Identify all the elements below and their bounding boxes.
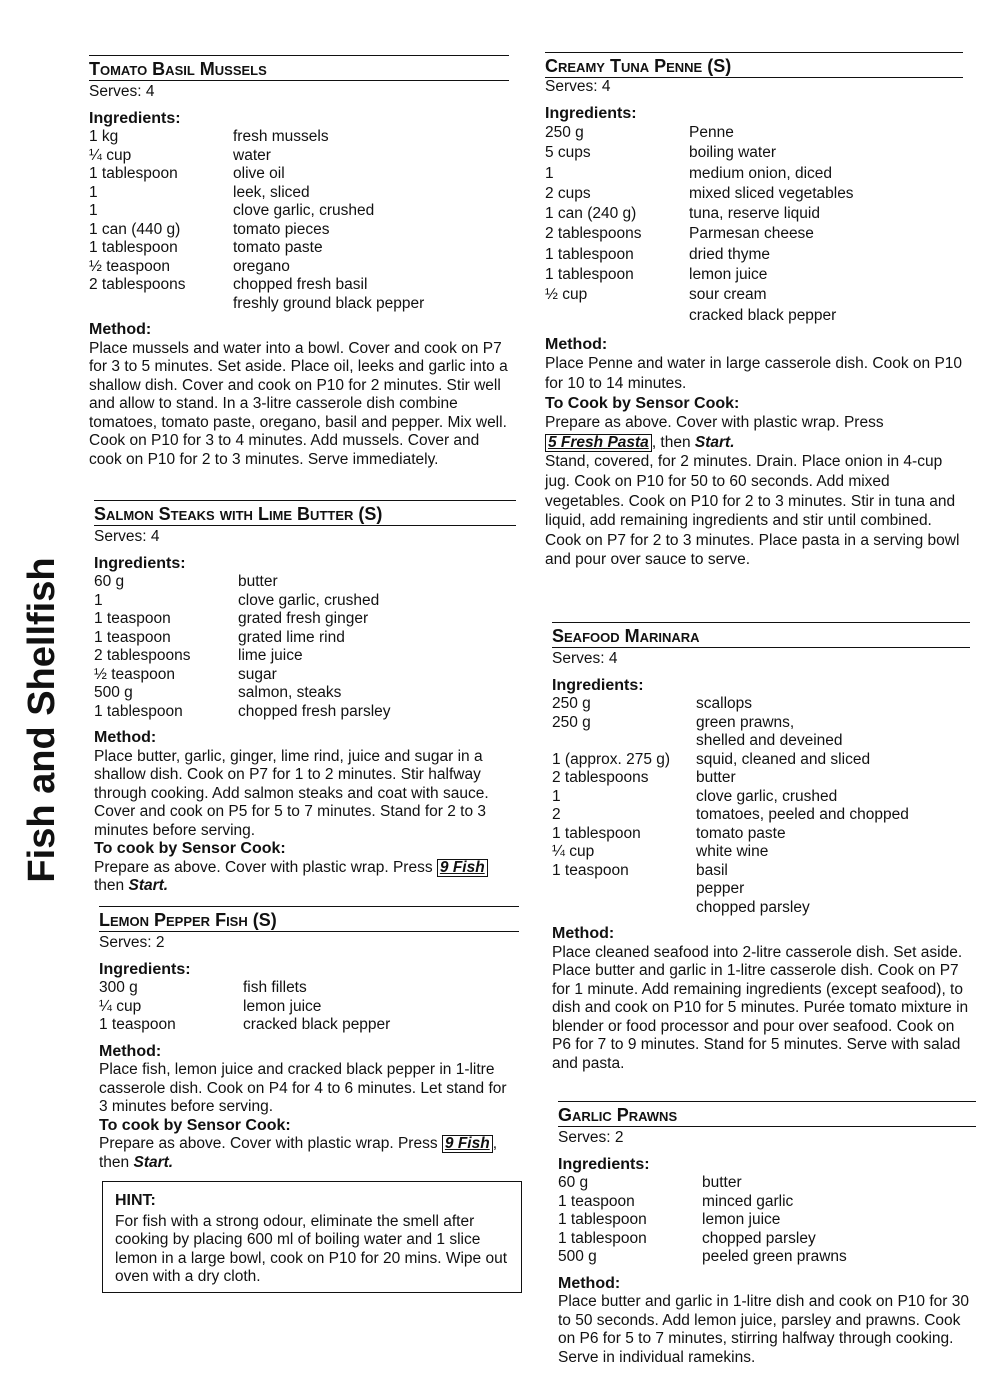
ingredient-row [558, 1248, 976, 1267]
method-text: Place Penne and water in large casserole dish. Cook on P10 for 10 to 14 minutes. [545, 355, 963, 393]
ingredient-row [545, 164, 963, 184]
ingredient-name: boiling water [689, 144, 777, 162]
ingredient-row [552, 714, 970, 733]
recipe-title: Lemon Pepper Fish (S) [99, 906, 519, 932]
ingredient-row [558, 1193, 976, 1212]
ingredient-row [545, 285, 963, 305]
ingredient-qty: 1 teaspoon [99, 1016, 176, 1033]
ingredient-qty: 250 g [545, 124, 584, 141]
method-text: Place mussels and water into a bowl. Cover and cook on P7 for 3 to 5 minutes. Set aside. Place oil, leeks and garlic into a shallow dish. Cover and cook on P10 for 2 minutes. Stir well and allow to stand. In a 3-litre casserole dish combine tomatoes, tomato paste, oregano, basil and pepper. Mix well. Cook on P10 for 3 to 4 minutes. Add mussels. Cover and cook on P10 for 2 to 3 minutes. Serve immediately. [89, 339, 508, 468]
ingredient-name: mixed sliced vegetables [689, 184, 854, 202]
recipe-seafood-marinara [552, 622, 970, 1073]
ingredient-qty: ½ teaspoon [94, 665, 176, 683]
ingredient-name: leek, sliced [233, 183, 310, 201]
ingredients-label: Ingredients: [99, 960, 191, 978]
method-label: Method: [558, 1274, 621, 1292]
ingredient-name: sour cream [689, 286, 767, 304]
ingredient-row [552, 732, 970, 751]
sensor-instructions [99, 1135, 519, 1172]
serves: Serves: 2 [558, 1129, 624, 1146]
ingredient-name: medium onion, diced [689, 164, 833, 182]
ingredients-list [99, 979, 519, 1035]
ingredient-row [558, 1230, 976, 1249]
sensor-cook-label: To cook by Sensor Cook: [99, 1116, 291, 1134]
method-label: Method: [99, 1042, 162, 1060]
ingredients-label: Ingredients: [545, 104, 637, 122]
ingredient-qty: 1 kg [89, 128, 119, 145]
ingredient-name: basil [696, 861, 728, 879]
ingredients-label: Ingredients: [89, 109, 181, 127]
sensor-then: , then [651, 433, 691, 451]
ingredient-row [545, 306, 963, 326]
ingredient-qty: 1 tablespoon [94, 702, 183, 720]
ingredient-row [94, 573, 516, 592]
ingredient-name: water [233, 146, 271, 164]
ingredient-name: scallops [696, 695, 752, 712]
ingredient-qty: 500 g [558, 1248, 597, 1265]
ingredient-row [89, 184, 509, 203]
ingredients-list [94, 573, 516, 721]
ingredient-row [545, 204, 963, 224]
ingredient-row [552, 825, 970, 844]
ingredient-row [94, 684, 516, 703]
ingredient-row [94, 592, 516, 611]
ingredient-row [545, 184, 963, 204]
ingredients-list [558, 1174, 976, 1267]
ingredient-name: squid, cleaned and sliced [696, 750, 871, 768]
ingredient-qty [545, 306, 689, 326]
ingredient-qty: 2 tablespoons [94, 647, 191, 664]
ingredient-qty: 1 [94, 591, 103, 609]
ingredient-qty: 1 tablespoon [89, 165, 178, 182]
ingredient-row [545, 123, 963, 143]
ingredient-qty: 1 (approx. 275 g) [552, 750, 671, 768]
ingredients-list [89, 128, 509, 313]
ingredient-row [89, 258, 509, 277]
ingredient-row [99, 979, 519, 998]
sensor-instructions [94, 859, 516, 896]
ingredient-qty: ¼ cup [89, 146, 132, 164]
ingredient-qty: 2 [552, 806, 561, 823]
sensor-prefix: Prepare as above. Cover with plastic wrap. Press [545, 414, 884, 432]
ingredients-label: Ingredients: [558, 1155, 650, 1173]
ingredient-name: fish fillets [243, 979, 307, 996]
ingredient-row [99, 998, 519, 1017]
start-key: Start. [133, 1153, 174, 1171]
method-text-continued: Stand, covered, for 2 minutes. Drain. Place onion in 4-cup jug. Cook on P10 for 50 to 60 seconds. Add mixed vegetables. Cook on P10 for 2 to 3 minutes. Stir in tuna and liquid, add remaining ingredients and stir until combined. Cook on P7 for 2 to 3 minutes. Place pasta in a serving bowl and pour over sauce to serve. [545, 453, 960, 569]
ingredient-name: butter [238, 573, 278, 590]
ingredient-name: lemon juice [689, 266, 768, 284]
sensor-cook-label: To cook by Sensor Cook: [94, 840, 286, 857]
sensor-cook-label: To Cook by Sensor Cook: [545, 394, 740, 412]
ingredient-row [89, 128, 509, 147]
ingredient-name: butter [696, 769, 736, 786]
method-text: Place butter, garlic, ginger, lime rind, juice and sugar in a shallow dish. Cook on P7 for 1 to 2 minutes. Stir halfway through cooking. Add salmon steaks and coat with sauce. Cover and cook on P5 for 5 to 7 minutes. Stand for 2 to 3 minutes before serving. [94, 747, 489, 839]
ingredient-row [89, 202, 509, 221]
ingredient-qty: 1 tablespoon [545, 245, 634, 263]
serves: Serves: 4 [552, 650, 618, 667]
sensor-prefix: Prepare as above. Cover with plastic wrap. Press [94, 858, 433, 876]
sensor-then: , then [99, 1135, 497, 1171]
ingredient-name: tomato paste [696, 824, 786, 842]
ingredient-name: chopped fresh parsley [238, 702, 391, 720]
ingredient-qty: 250 g [552, 695, 591, 712]
ingredient-row [558, 1211, 976, 1230]
ingredient-name: minced garlic [702, 1192, 794, 1210]
ingredient-qty: 60 g [94, 573, 125, 590]
ingredient-name: lemon juice [702, 1211, 781, 1228]
ingredient-row [94, 629, 516, 648]
hint-text: For fish with a strong odour, eliminate the smell after cooking by placing 600 ml of boiling water and 1 slice lemon in a large bowl, cook on P10 for 20 mins. Wipe out oven with a dry cloth. [115, 1212, 508, 1285]
ingredient-row [89, 276, 509, 295]
ingredient-qty: 1 tablespoon [558, 1211, 647, 1228]
ingredient-name: green prawns, [696, 713, 795, 731]
ingredient-name: fresh mussels [233, 128, 329, 145]
recipe-creamy-tuna-penne [545, 52, 963, 570]
start-key: Start. [128, 877, 169, 894]
ingredient-name: tomato pieces [233, 220, 330, 238]
ingredient-qty: ½ teaspoon [89, 257, 171, 275]
ingredient-row [94, 666, 516, 685]
fresh-pasta-key: 5 Fresh Pasta [545, 434, 652, 452]
ingredient-name: chopped fresh basil [233, 276, 368, 293]
ingredient-qty: 300 g [99, 979, 138, 996]
ingredient-row [552, 751, 970, 770]
method-text: Place butter and garlic in 1-litre dish and cook on P10 for 30 to 50 seconds. Add lemon juice, parsley and prawns. Cook on P6 for 5 to 7 minutes, stirring halfway through cooking. Serve in individual ramekins. [558, 1293, 969, 1366]
ingredient-qty: 2 tablespoons [89, 276, 186, 293]
ingredients-label: Ingredients: [552, 676, 644, 694]
ingredient-row [545, 245, 963, 265]
ingredient-name: tomatoes, peeled and chopped [696, 806, 909, 823]
ingredient-name: grated lime rind [238, 628, 345, 646]
ingredient-name: tomato paste [233, 239, 323, 256]
ingredient-qty: 1 teaspoon [94, 628, 171, 646]
ingredient-name: dried thyme [689, 245, 770, 263]
ingredient-row [89, 165, 509, 184]
ingredient-qty: 1 [545, 164, 554, 182]
ingredient-row [89, 239, 509, 258]
section-title: Fish and Shellfish [21, 557, 63, 883]
fish-key: 9 Fish [437, 859, 488, 877]
ingredient-row [552, 695, 970, 714]
recipe-lemon-pepper-fish [99, 906, 519, 1172]
ingredient-row [89, 295, 509, 314]
recipe-garlic-prawns [558, 1101, 976, 1367]
ingredient-name: tuna, reserve liquid [689, 205, 820, 223]
ingredient-qty: 1 tablespoon [545, 266, 634, 284]
ingredient-qty: 1 teaspoon [558, 1192, 635, 1210]
ingredient-name: grated fresh ginger [238, 610, 369, 627]
method-label: Method: [545, 335, 608, 353]
ingredient-qty: 2 cups [545, 184, 591, 202]
ingredient-row [558, 1174, 976, 1193]
recipe-title: Seafood Marinara [552, 622, 970, 648]
ingredient-qty [552, 899, 696, 918]
method-label: Method: [89, 321, 152, 338]
ingredient-qty: 2 tablespoons [545, 225, 642, 243]
sensor-then: then [94, 877, 125, 894]
ingredient-name: chopped parsley [696, 898, 810, 916]
ingredient-qty [552, 880, 696, 899]
ingredient-name: clove garlic, crushed [238, 591, 380, 609]
ingredient-qty: 60 g [558, 1174, 589, 1191]
ingredient-name: cracked black pepper [689, 306, 837, 324]
serves: Serves: 4 [94, 528, 160, 545]
hint-title: HINT: [115, 1192, 156, 1209]
ingredient-qty: 5 cups [545, 144, 591, 162]
ingredients-list [545, 123, 963, 326]
ingredient-qty: 1 can (440 g) [89, 220, 181, 238]
method-text: Place fish, lemon juice and cracked black pepper in 1-litre casserole dish. Cook on P4 for 4 to 6 minutes. Let stand for 3 minutes before serving. [99, 1061, 507, 1115]
ingredient-row [94, 703, 516, 722]
hint-box [102, 1181, 522, 1293]
ingredient-qty: 1 tablespoon [552, 824, 641, 842]
ingredient-qty: 1 can (240 g) [545, 205, 637, 223]
ingredient-qty: 1 tablespoon [89, 239, 178, 256]
ingredient-name: Parmesan cheese [689, 225, 814, 243]
ingredient-name: lemon juice [243, 997, 322, 1015]
ingredient-name: lime juice [238, 647, 303, 664]
ingredient-name: salmon, steaks [238, 684, 342, 701]
ingredient-row [545, 265, 963, 285]
sensor-prefix: Prepare as above. Cover with plastic wrap. Press [99, 1135, 438, 1152]
method-label: Method: [94, 729, 157, 746]
serves: Serves: 4 [545, 78, 611, 95]
ingredient-row [552, 769, 970, 788]
serves: Serves: 2 [99, 934, 165, 951]
ingredient-qty: ¼ cup [552, 843, 595, 860]
ingredient-row [545, 143, 963, 163]
ingredient-row [89, 221, 509, 240]
ingredient-qty: 1 [89, 202, 98, 219]
ingredients-list [552, 695, 970, 917]
ingredient-row [99, 1016, 519, 1035]
ingredient-qty: 1 [89, 183, 98, 201]
start-key: Start. [694, 433, 735, 451]
ingredient-name: shelled and deveined [696, 732, 843, 749]
ingredient-name: butter [702, 1174, 742, 1191]
ingredient-name: olive oil [233, 165, 285, 182]
ingredient-name: pepper [696, 880, 745, 897]
ingredient-row [552, 843, 970, 862]
ingredient-name: freshly ground black pepper [233, 294, 425, 312]
ingredient-name: white wine [696, 843, 769, 860]
ingredient-row [552, 788, 970, 807]
serves: Serves: 4 [89, 83, 155, 100]
method-text: Place cleaned seafood into 2-litre casserole dish. Set aside. Place butter and garlic in 1-litre casserole dish. Cook on P7 for 1 minute. Add remaining ingredients (except seafood), to dish and cook on P10 for 5 minutes. Purée tomato mixture in blender or food processor and pour over seafood. Cook on P6 for 7 to 9 minutes. Stand for 5 minutes. Serve with salad and pasta. [552, 943, 969, 1072]
ingredient-row [89, 147, 509, 166]
ingredient-row [552, 862, 970, 881]
ingredient-qty: ¼ cup [99, 997, 142, 1015]
ingredient-row [552, 899, 970, 918]
recipe-title: Garlic Prawns [558, 1101, 976, 1127]
ingredient-qty: 250 g [552, 713, 591, 731]
ingredient-qty [89, 295, 233, 314]
ingredient-qty [552, 732, 696, 751]
ingredient-qty: 1 teaspoon [94, 610, 171, 627]
ingredient-row [545, 224, 963, 244]
ingredient-qty: ½ cup [545, 286, 588, 304]
recipe-title: Salmon Steaks with Lime Butter (S) [94, 500, 516, 526]
ingredient-row [552, 880, 970, 899]
ingredients-label: Ingredients: [94, 554, 186, 572]
ingredient-qty: 1 tablespoon [558, 1229, 647, 1247]
recipe-tomato-basil-mussels [89, 55, 509, 469]
ingredient-qty: 1 teaspoon [552, 861, 629, 879]
ingredient-qty: 1 [552, 787, 561, 805]
ingredient-row [94, 647, 516, 666]
ingredient-qty: 2 tablespoons [552, 769, 649, 786]
ingredient-name: clove garlic, crushed [233, 202, 375, 219]
ingredient-name: clove garlic, crushed [696, 787, 838, 805]
recipe-title: Creamy Tuna Penne (S) [545, 52, 963, 78]
fish-key: 9 Fish [442, 1135, 493, 1153]
ingredient-row [94, 610, 516, 629]
ingredient-name: peeled green prawns [702, 1248, 847, 1265]
recipe-salmon-steaks [94, 500, 516, 896]
ingredient-qty: 500 g [94, 684, 133, 701]
recipe-title: Tomato Basil Mussels [89, 55, 509, 81]
ingredient-name: Penne [689, 124, 734, 141]
ingredient-row [552, 806, 970, 825]
ingredient-name: cracked black pepper [243, 1016, 391, 1033]
ingredient-name: chopped parsley [702, 1229, 816, 1247]
ingredient-name: oregano [233, 257, 290, 275]
method-label: Method: [552, 925, 615, 942]
sensor-instructions [545, 413, 963, 452]
ingredient-name: sugar [238, 665, 277, 683]
